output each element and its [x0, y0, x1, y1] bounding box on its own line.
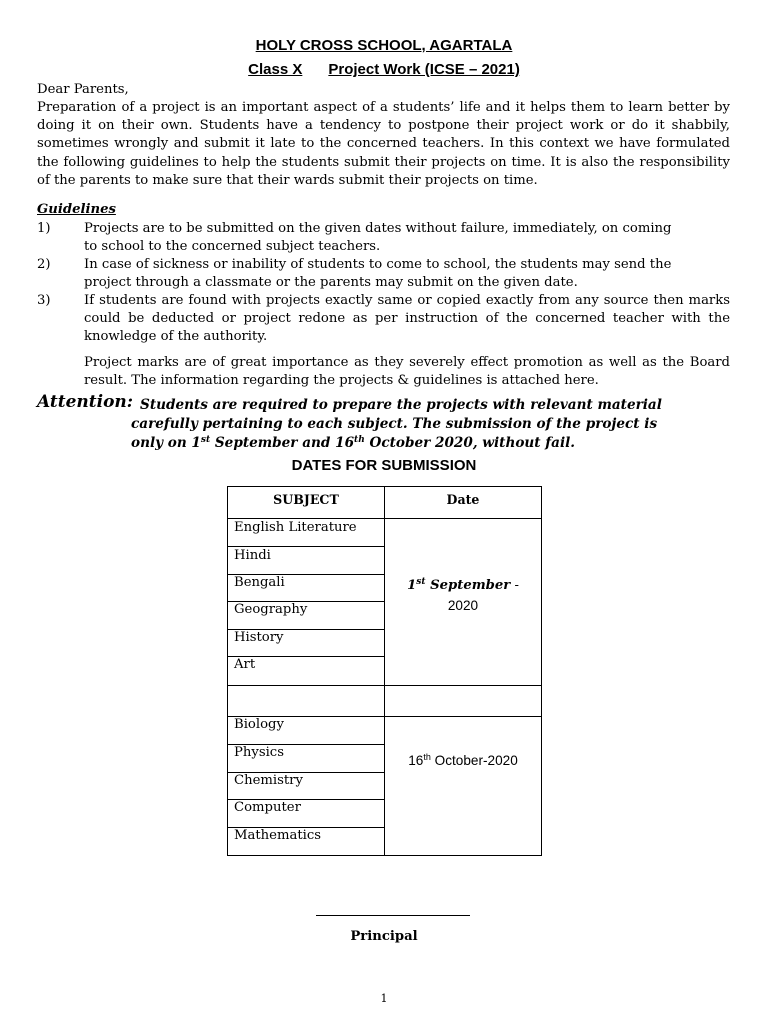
subject-cell: Hindi: [234, 548, 271, 563]
signature-title: Principal: [350, 929, 418, 944]
intro-paragraph: Preparation of a project is an important aspect of a students’ life and it helps them to learn better by doing it on their own. Students have a tendency to postpone their project work or do it shabbily, sometimes wrongly and submit it late to the concerned teachers. In this context we have formulated the following guidelines to help the students submit their projects on time. It is also the responsibility of the parents to make sure that their wards submit their projects on time.: [37, 100, 730, 188]
date-cell: [384, 716, 542, 856]
empty-row: [384, 685, 542, 717]
table-row: [227, 518, 385, 547]
table-row: [227, 601, 385, 630]
guideline-text: In case of sickness or inability of students to come to school, the students may send the: [84, 257, 672, 272]
guideline-text: Projects are to be submitted on the given dates without failure, immediately, on coming: [84, 221, 672, 236]
guideline-number: 1): [37, 221, 51, 236]
document-title: [0, 61, 768, 78]
guideline-number: 2): [37, 257, 51, 272]
guideline-text: to school to the concerned subject teachers.: [84, 239, 381, 255]
submission-date: 16th October-2020: [408, 752, 518, 768]
table-row: [227, 574, 385, 602]
table-row: [227, 744, 385, 773]
project-label: Project Work (ICSE – 2021): [328, 61, 520, 78]
school-name: HOLY CROSS SCHOOL, AGARTALA: [255, 37, 513, 54]
subject-cell: Physics: [234, 745, 284, 760]
attention-line: carefully pertaining to each subject. The submission of the project is: [131, 416, 658, 432]
date-column-header: Date: [446, 492, 480, 507]
subject-cell: English Literature: [234, 520, 357, 535]
table-header-cell: [227, 486, 385, 519]
table-row: [227, 772, 385, 800]
table-row: [227, 546, 385, 575]
attention-line: Students are required to prepare the projects with relevant material: [140, 397, 662, 413]
table-header-cell: [384, 486, 542, 519]
subject-cell: Art: [234, 657, 256, 672]
subject-cell: Biology: [234, 717, 284, 732]
page-number: 1: [380, 992, 388, 1005]
subject-cell: Chemistry: [234, 773, 303, 788]
guideline-number: 3): [37, 293, 51, 308]
subject-cell: Geography: [234, 602, 308, 617]
attention-label: Attention:: [37, 392, 134, 412]
class-label: Class X: [248, 61, 303, 78]
guideline-text: If students are found with projects exactly same or copied exactly from any source then marks could be deducted or project redone as per instruction of the concerned teacher with the knowledge of the authority.: [84, 293, 730, 345]
empty-row: [227, 685, 385, 717]
table-row: [227, 629, 385, 657]
submission-date: 1st September - 2020: [407, 577, 519, 613]
table-row: [227, 827, 385, 856]
table-row: [227, 656, 385, 686]
subject-cell: Mathematics: [234, 828, 322, 843]
table-row: [227, 716, 385, 745]
guideline-text: project through a classmate or the parents may submit on the given date.: [84, 275, 578, 291]
subject-cell: Bengali: [234, 575, 285, 590]
subject-column-header: SUBJECT: [273, 492, 339, 507]
guidelines-note: Project marks are of great importance as they severely effect promotion as well as the Board result. The information regarding the projects & guidelines is attached here.: [84, 355, 730, 389]
table-row: [227, 799, 385, 828]
dates-table-title: DATES FOR SUBMISSION: [291, 457, 477, 474]
signature-line: [316, 915, 470, 916]
guidelines-heading: Guidelines: [37, 202, 116, 217]
subject-cell: History: [234, 630, 284, 645]
attention-line: only on 1st September and 16th October 2020, without fail.: [131, 435, 576, 451]
greeting: Dear Parents,: [37, 82, 129, 97]
date-cell: [384, 518, 542, 686]
subject-cell: Computer: [234, 800, 301, 815]
